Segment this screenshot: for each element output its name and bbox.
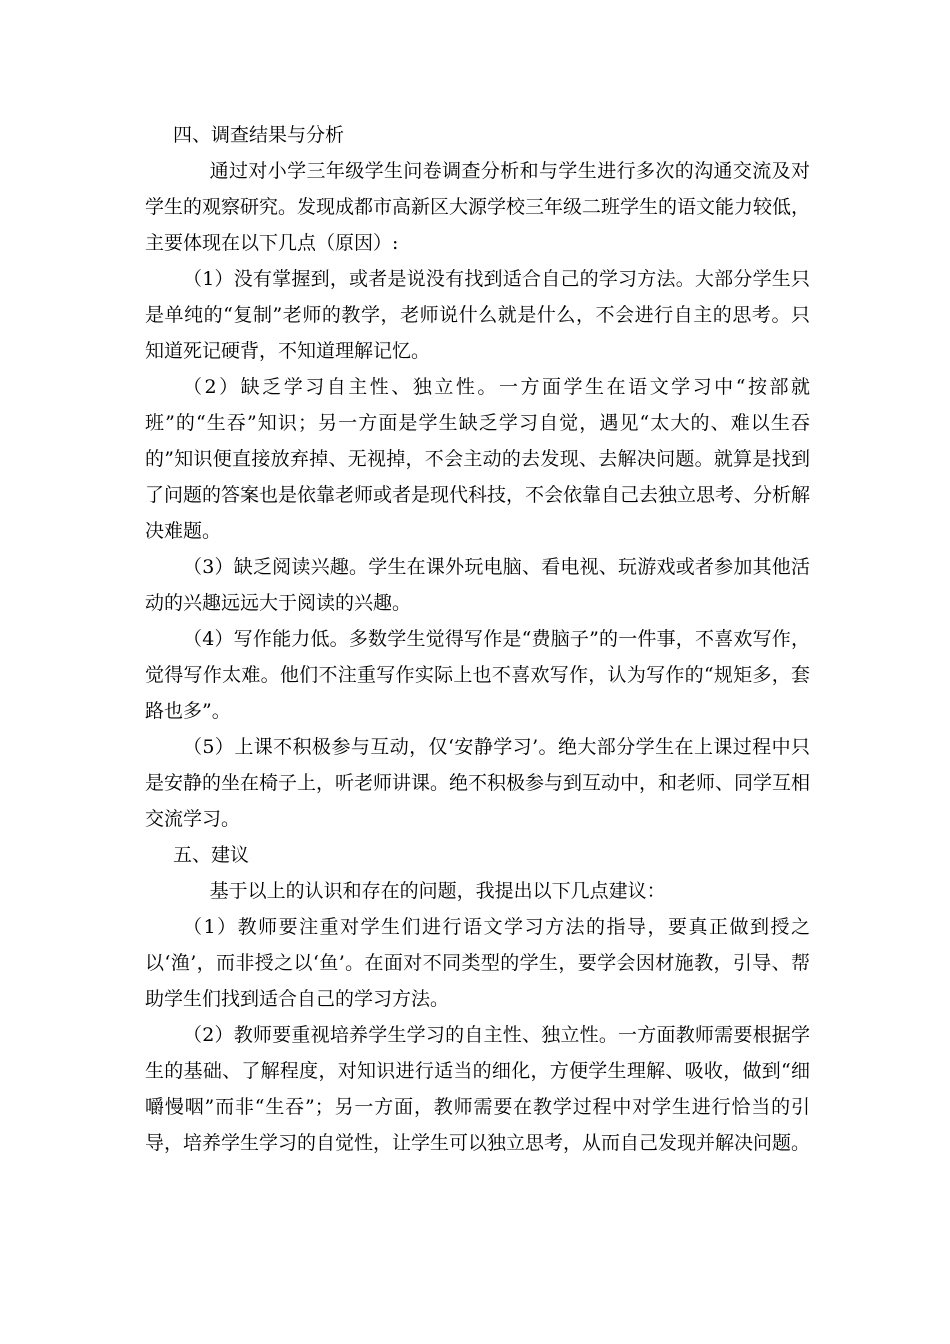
- section-4-heading: 四、调查结果与分析: [173, 124, 345, 146]
- section-5-heading: 五、建议: [173, 844, 250, 866]
- section-4-intro: 通过对小学三年级学生问卷调查分析和与学生进行多次的沟通交流及对学生的观察研究。发现成都市高新区大源学校三年级二班学生的语文能力较低，主要体现在以下几点（原因）:: [145, 160, 811, 254]
- section-5-intro: 基于以上的认识和存在的问题，我提出以下几点建议：: [209, 880, 666, 902]
- section-4-point-4: （4）写作能力低。多数学生觉得写作是“费脑子”的一件事，不喜欢写作，觉得写作太难。他们不注重写作实际上也不喜欢写作，认为写作的“规矩多，套路也多”。: [145, 628, 810, 722]
- section-4-point-2: （2）缺乏学习自主性、独立性。一方面学生在语文学习中“按部就班”的“生吞”知识；另一方面是学生缺乏学习自觉，遇见“太大的、难以生吞的”知识便直接放弃掉、无视掉，不会主动的去发现、去解决问题。就算是找到了问题的答案也是依靠老师或者是现代科技，不会依靠自己去独立思考、分析解决难题。: [145, 376, 811, 542]
- section-5-point-1: （1）教师要注重对学生们进行语文学习方法的指导，要真正做到授之以‘渔’，而非授之以‘鱼’。在面对不同类型的学生，要学会因材施教，引导、帮助学生们找到适合自己的学习方法。: [145, 916, 810, 1010]
- section-4-point-1: （1）没有掌握到，或者是说没有找到适合自己的学习方法。大部分学生只是单纯的“复制”老师的教学，老师说什么就是什么，不会进行自主的思考。只知道死记硬背，不知道理解记忆。: [145, 268, 810, 362]
- document-body: [145, 117, 810, 1161]
- section-5-point-2: （2）教师要重视培养学生学习的自主性、独立性。一方面教师需要根据学生的基础、了解程度，对知识进行适当的细化，方便学生理解、吸收，做到“细嚼慢咽”而非“生吞”；另一方面，教师需要在教学过程中对学生进行恰当的引导，培养学生学习的自觉性，让学生可以独立思考，从而自己发现并解决问题。: [145, 1024, 811, 1154]
- section-4-point-3: （3）缺乏阅读兴趣。学生在课外玩电脑、看电视、玩游戏或者参加其他活动的兴趣远远大于阅读的兴趣。: [145, 556, 810, 614]
- section-4-point-5: （5）上课不积极参与互动，仅‘安静学习’。绝大部分学生在上课过程中只是安静的坐在椅子上，听老师讲课。绝不积极参与到互动中，和老师、同学互相交流学习。: [145, 736, 811, 830]
